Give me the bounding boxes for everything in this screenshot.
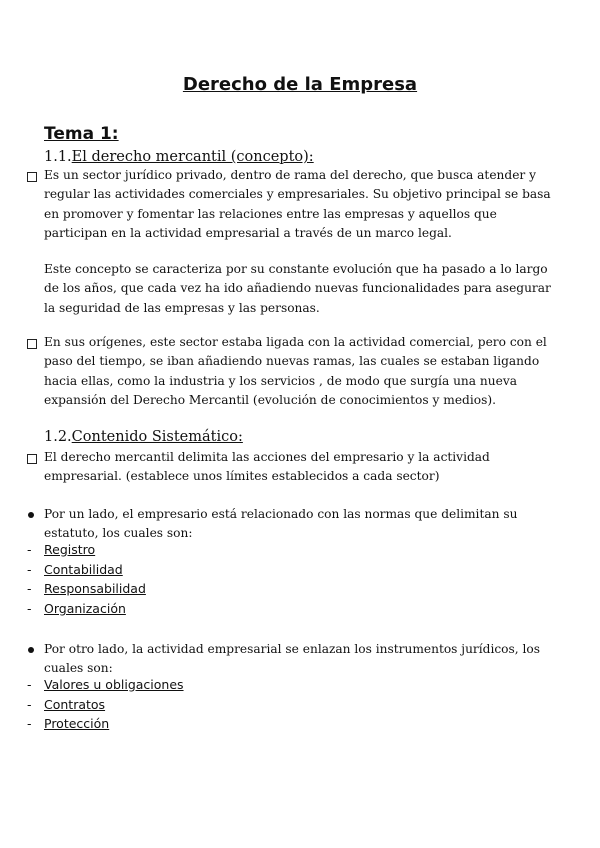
- section-2-bullet-1: Por un lado, el empresario está relacionado con las normas que delimitan su estatuto, los cuales son:: [44, 507, 518, 541]
- section-2-title: Contenido Sistemático:: [71, 429, 243, 445]
- dash-marker: -: [27, 581, 32, 596]
- section-2-heading: [44, 429, 243, 445]
- checkbox-icon: [27, 172, 37, 182]
- dash-marker: -: [27, 716, 32, 731]
- dash-marker: -: [27, 677, 32, 692]
- section-1-paragraph-1: Es un sector jurídico privado, dentro de rama del derecho, que busca atender y regular las actividades comerciales y empresariales. Su objetivo principal se basa en promover y fomentar las relaciones entre las empresas y aquellos que participan en la actividad empresarial a través de un marco legal.: [44, 168, 551, 241]
- checkbox-icon: [27, 454, 37, 464]
- section-1-number: 1.1.: [44, 149, 72, 165]
- section-2-paragraph-1: El derecho mercantil delimita las acciones del empresario y la actividad empresarial. (establece unos límites establecidos a cada sector): [44, 450, 490, 484]
- dash-marker: -: [27, 697, 32, 712]
- document-title: Derecho de la Empresa: [182, 74, 418, 95]
- dash-marker: -: [27, 562, 32, 577]
- bullet-icon: [28, 647, 34, 653]
- bullet-icon: [28, 512, 34, 518]
- section-1-heading: [44, 149, 314, 165]
- checkbox-icon: [27, 339, 37, 349]
- list-item-responsabilidad[interactable]: Responsabilidad: [44, 581, 146, 596]
- topic-heading: Tema 1:: [44, 124, 119, 144]
- section-1-title: El derecho mercantil (concepto):: [71, 149, 314, 165]
- list-item-contabilidad[interactable]: Contabilidad: [44, 562, 123, 577]
- list-item-proteccion[interactable]: Protección: [44, 716, 110, 731]
- dash-marker: -: [27, 542, 32, 557]
- section-1-paragraph-2: Este concepto se caracteriza por su constante evolución que ha pasado a lo largo de los años, que cada vez ha ido añadiendo nuevas funcionalidades para asegurar la seguridad de las empresas y las personas.: [44, 262, 551, 315]
- list-item-registro[interactable]: Registro: [44, 542, 96, 557]
- list-item-valores[interactable]: Valores u obligaciones: [44, 677, 184, 692]
- list-item-organizacion[interactable]: Organización: [44, 601, 126, 616]
- dash-marker: -: [27, 601, 32, 616]
- section-1-paragraph-3: En sus orígenes, este sector estaba ligada con la actividad comercial, pero con el paso del tiempo, se iban añadiendo nuevas ramas, las cuales se estaban ligando hacia ellas, como la industria y los servicios , de modo que surgía una nueva expansión del Derecho Mercantil (evolución de conocimientos y medios).: [44, 335, 547, 408]
- section-2-bullet-2: Por otro lado, la actividad empresarial se enlazan los instrumentos jurídicos, los cuales son:: [44, 642, 541, 676]
- list-item-contratos[interactable]: Contratos: [44, 697, 106, 712]
- section-2-number: 1.2.: [44, 429, 72, 445]
